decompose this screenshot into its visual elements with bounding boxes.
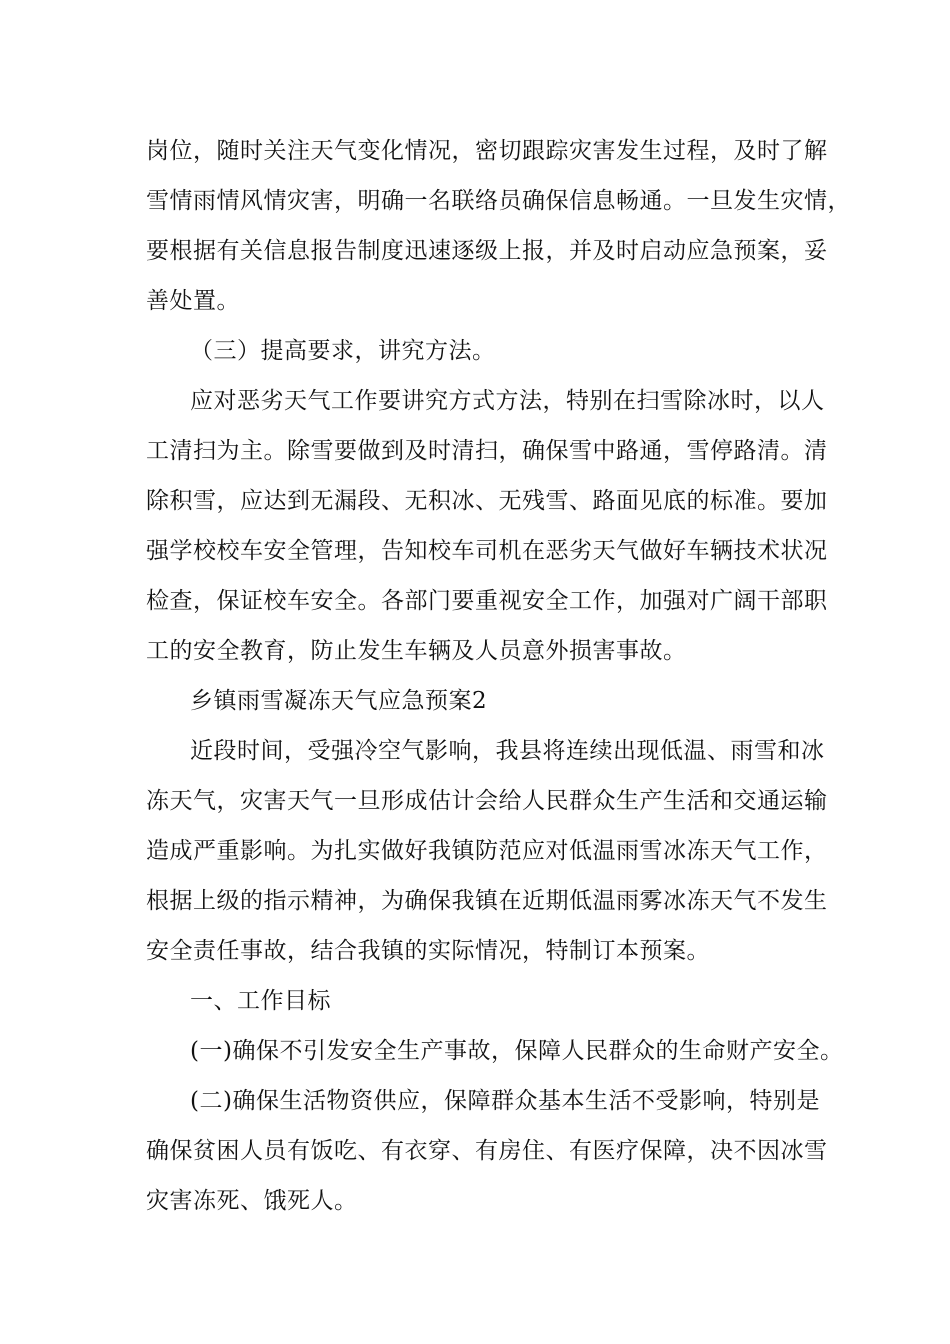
paragraph-line: 岗位，随时关注天气变化情况，密切跟踪灾害发生过程，及时了解 <box>146 138 828 164</box>
list-item: (二)确保生活物资供应，保障群众基本生活不受影响，特别是 <box>190 1088 820 1114</box>
paragraph-line: 工的安全教育，防止发生车辆及人员意外损害事故。 <box>146 638 687 664</box>
paragraph-line: 确保贫困人员有饭吃、有衣穿、有房住、有医疗保障，决不因冰雪 <box>146 1138 828 1164</box>
paragraph-line: 应对恶劣天气工作要讲究方式方法，特别在扫雪除冰时，以人 <box>190 388 825 414</box>
paragraph-line: 强学校校车安全管理，告知校车司机在恶劣天气做好车辆技术状况 <box>146 538 828 564</box>
paragraph-line: 善处置。 <box>146 288 240 314</box>
list-item: (一)确保不引发安全生产事故，保障人民群众的生命财产安全。 <box>190 1038 844 1064</box>
paragraph-line: 除积雪，应达到无漏段、无积冰、无残雪、路面见底的标准。要加 <box>146 488 828 514</box>
paragraph-line: 工清扫为主。除雪要做到及时清扫，确保雪中路通，雪停路清。清 <box>146 438 828 464</box>
section-heading: 一、工作目标 <box>190 988 331 1014</box>
paragraph-line: 检查，保证校车安全。各部门要重视安全工作，加强对广阔干部职 <box>146 588 828 614</box>
paragraph-line: 造成严重影响。为扎实做好我镇防范应对低温雨雪冰冻天气工作， <box>146 838 828 864</box>
paragraph-line: 灾害冻死、饿死人。 <box>146 1188 358 1214</box>
document-title: 乡镇雨雪凝冻天气应急预案2 <box>190 688 488 714</box>
paragraph-line: 雪情雨情风情灾害，明确一名联络员确保信息畅通。一旦发生灾情， <box>146 188 851 214</box>
section-heading: （三）提高要求，讲究方法。 <box>190 338 496 364</box>
paragraph-line: 冻天气，灾害天气一旦形成估计会给人民群众生产生活和交通运输 <box>146 788 828 814</box>
paragraph-line: 安全责任事故，结合我镇的实际情况，特制订本预案。 <box>146 938 710 964</box>
paragraph-line: 根据上级的指示精神，为确保我镇在近期低温雨雾冰冻天气不发生 <box>146 888 828 914</box>
paragraph-line: 近段时间，受强冷空气影响，我县将连续出现低温、雨雪和冰 <box>190 738 825 764</box>
paragraph-line: 要根据有关信息报告制度迅速逐级上报，并及时启动应急预案，妥 <box>146 238 828 264</box>
